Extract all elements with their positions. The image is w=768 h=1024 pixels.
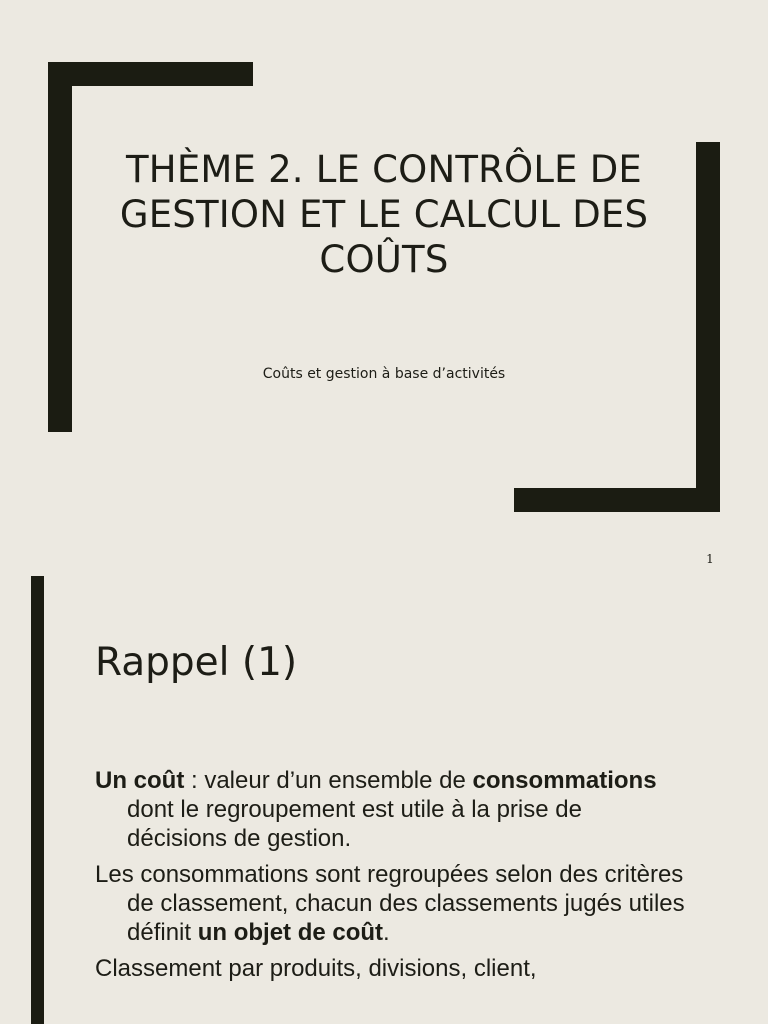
- bullet-text: Classement par produits, divisions, client,: [95, 955, 537, 982]
- corner-bracket-top-left-vertical: [48, 62, 72, 432]
- bullet-text: .: [383, 919, 390, 946]
- slide-subtitle: Coûts et gestion à base d’activités: [262, 366, 506, 382]
- bullet-item-examples: [95, 954, 685, 983]
- corner-bracket-top-left-horizontal: [48, 62, 253, 86]
- bullet-item-definition: [95, 766, 685, 853]
- corner-bracket-bottom-right-vertical: [696, 142, 720, 512]
- bullet-emphasis: consommations: [472, 767, 657, 794]
- bullet-text: : valeur d’un ensemble de: [184, 767, 473, 794]
- corner-bracket-bottom-right-horizontal: [514, 488, 720, 512]
- content-slide-title: Rappel (1): [95, 640, 298, 685]
- bullet-text: dont le regroupement est utile à la prise de décisions de gestion.: [127, 796, 582, 852]
- slide-title: THÈME 2. LE CONTRÔLE DE GESTION ET LE CALCUL DES COÛTS: [119, 148, 649, 281]
- page-number: 1: [706, 552, 714, 566]
- bullet-list: [95, 766, 685, 990]
- content-slide: [0, 576, 768, 1024]
- left-accent-bar: [31, 576, 44, 1024]
- bullet-item-classification: [95, 860, 685, 947]
- bullet-emphasis: un objet de coût: [197, 919, 384, 946]
- bullet-text: Les consommations sont regroupées selon des critères de classement, chacun des classements jugés utiles définit: [95, 861, 685, 946]
- bullet-term: Un coût: [95, 767, 185, 794]
